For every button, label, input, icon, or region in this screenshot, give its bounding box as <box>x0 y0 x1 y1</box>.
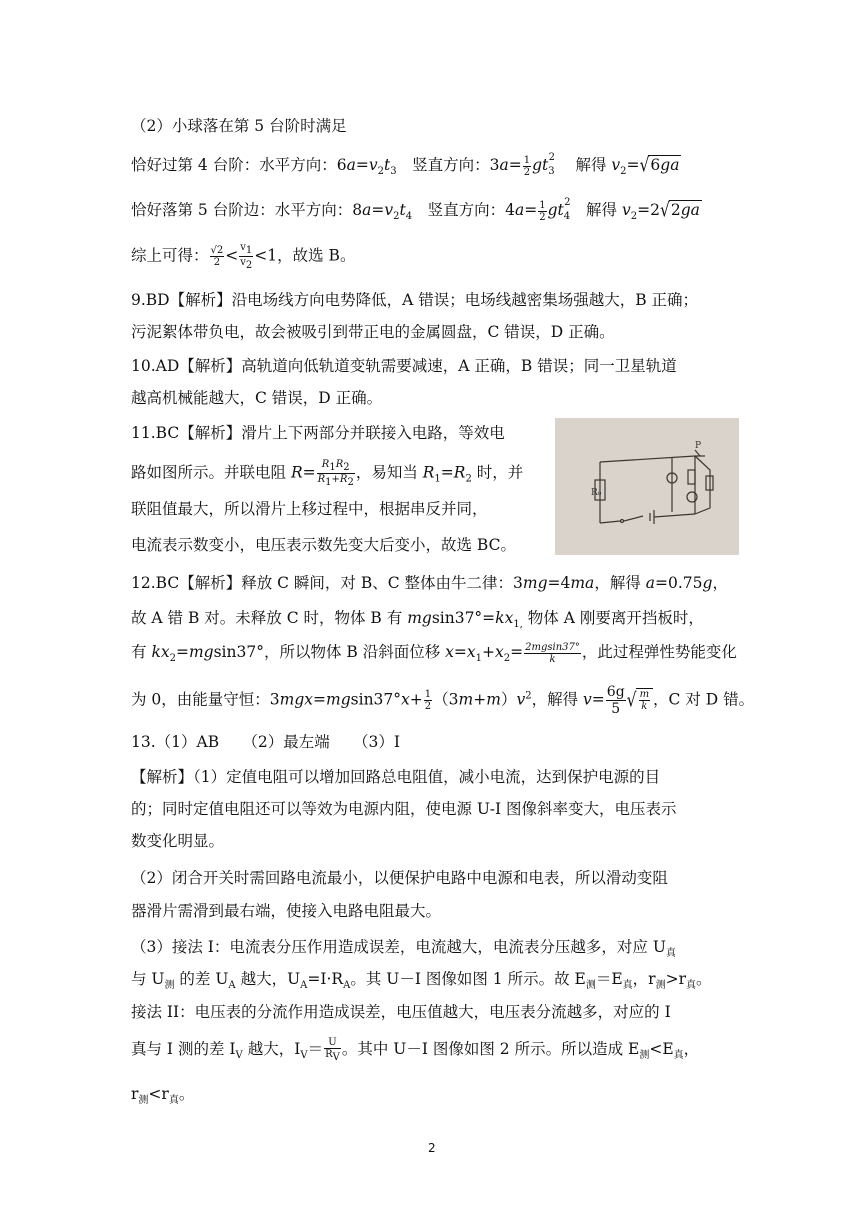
text-line: $r_测<r_真$。 <box>131 1085 195 1107</box>
text-line: 的；同时定值电阻还可以等效为电源内阻，使电源 U-I 图像斜率变大，电压表示 <box>131 800 677 818</box>
text-line: 11.BC【解析】滑片上下两部分并联接入电路，等效电 <box>131 424 505 442</box>
svg-text:P: P <box>695 441 702 451</box>
text-line: 综上可得： $\frac{√2}{2}$ < $\frac{v_1}{v_2}$ <1，故选 B。 <box>131 242 356 271</box>
text-line: 与 $U_测$ 的差 $U_A$ 越大，$U_A=I\cdot R_A$。其 U－I 图像如图 1 所示。故 $E_测=E_真$，$r_测>r_真$。 <box>131 970 712 992</box>
text-line: 为 0，由能量守恒：3mgx=mgsin37°x+ $\frac{1}{2}$ $(3m+m)v^2$，解得 v= $\frac{6g}{5}$ √ $\frac{m}{k}$ ，C 对 D 错。 <box>131 684 755 717</box>
text-line: 13.（1）AB （2）最左端 （3）I <box>131 733 400 751</box>
text-line: 真与 I 测的差 $I_V$ 越大，$I_V=$ $\frac{U}{R_V}$ 。其中 U－I 图像如图 2 所示。所以造成 $E_测<E_真$， <box>131 1037 700 1063</box>
text-line: 【解析】（1）定值电阻可以增加回路总电阻值，减小电流，达到保护电源的目 <box>131 768 661 786</box>
circuit-diagram-icon <box>555 418 739 555</box>
text-line: （2）闭合开关时需回路电流最小，以便保护电路中电源和电表，所以滑动变阻 <box>131 869 668 887</box>
text-line: 恰好落第 5 台阶边：水平方向：$8a=v_2t_4$ 竖直方向：4a= $\frac{1}{2}$ $gt_4^2$ 解得 $v_2=2√2ga$ <box>131 196 700 223</box>
text-line: 器滑片需滑到最右端，使接入电路电阻最大。 <box>131 902 442 920</box>
text-line: 12.BC【解析】释放 C 瞬间，对 B、C 整体由牛二律：3mg=4ma，解得 a=0.75g， <box>131 574 728 592</box>
text-line: 接法 II：电压表的分流作用造成误差，电压值越大，电压表分流越多，对应的 I <box>131 1003 671 1021</box>
text-line: 故 A 错 B 对。未释放 C 时，物体 B 有 $mgsin37^\circ=kx_{1,}$ 物体 A 刚要离开挡板时， <box>131 609 704 631</box>
text-line: 污泥絮体带负电，故会被吸引到带正电的金属圆盘，C 错误，D 正确。 <box>131 323 615 341</box>
text-line: 电流表示数变小，电压表示数先变大后变小，故选 BC。 <box>131 536 516 554</box>
text-line: 越高机械能越大，C 错误，D 正确。 <box>131 389 383 407</box>
text-line: 恰好过第 4 台阶：水平方向：$6a=v_2t_3$ 竖直方向：3a= $\frac{1}{2}$ $gt_3^2$ 解得 $v_2=√6ga$ <box>131 151 680 178</box>
circuit-photo <box>555 418 739 555</box>
text-line: 联阻值最大，所以滑片上移过程中，根据串反并同， <box>131 500 488 518</box>
text-line: 数变化明显。 <box>131 832 225 850</box>
svg-text:R₀: R₀ <box>591 488 602 498</box>
text-line: （3）接法 I：电流表分压作用造成误差，电流越大，电流表分压越多，对应 $U_真$ <box>131 938 676 960</box>
text-line: 10.AD【解析】高轨道向低轨道变轨需要减速，A 正确，B 错误；同一卫星轨道 <box>131 357 677 375</box>
text-line: 有 $kx_2=mgsin37^\circ$，所以物体 B 沿斜面位移 $x=x_1+x_2=$ $\frac{2mgsin37^\circ}{k}$ ，此过程弹性势能变化 <box>131 641 737 665</box>
text-line: （2）小球落在第 5 台阶时满足 <box>131 117 347 135</box>
text-line: 9.BD【解析】沿电场线方向电势降低，A 错误；电场线越密集场强越大，B 正确； <box>131 291 699 309</box>
text-line: 路如图所示。并联电阻 R= $\frac{R_1R_2}{R_1+R_2}$ ，易知当 $R_1=R_2$ 时，并 <box>131 459 524 488</box>
page-number: 2 <box>428 1141 436 1155</box>
